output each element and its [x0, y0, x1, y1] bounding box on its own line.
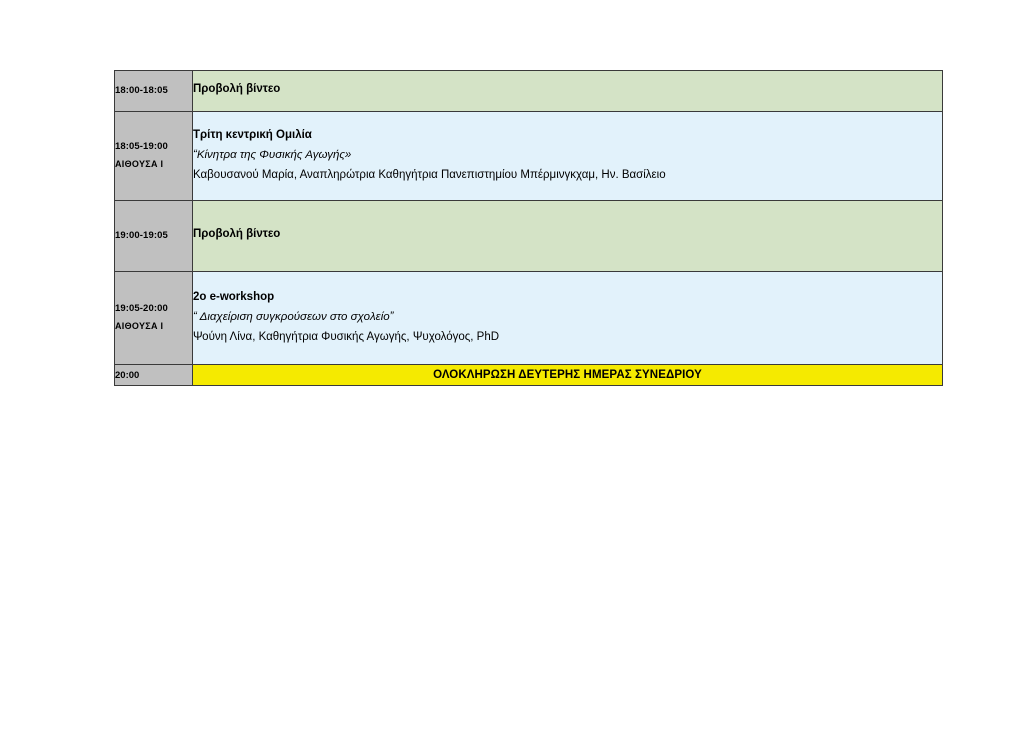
session-speaker: Ψούνη Λίνα, Καθηγήτρια Φυσικής Αγωγής, Ψυχολόγος, PhD [193, 330, 500, 343]
table-row [115, 201, 943, 272]
session-cell [193, 71, 943, 112]
session-cell [193, 272, 943, 365]
room-label: ΑΙΘΟΥΣΑ Ι [115, 159, 164, 170]
session-title: 2ο e-workshop [193, 291, 275, 304]
session-cell [193, 112, 943, 201]
time-cell [115, 272, 193, 365]
session-title: Τρίτη κεντρική Ομιλία [193, 129, 312, 142]
time-label: 18:00-18:05 [115, 84, 168, 96]
table-row-closing [115, 365, 943, 386]
table-row [115, 112, 943, 201]
table-row [115, 71, 943, 112]
time-cell [115, 112, 193, 201]
time-cell [115, 365, 193, 386]
session-speaker: Καβουσανού Μαρία, Αναπληρώτρια Καθηγήτρια Πανεπιστημίου Μπέρμινγκχαμ, Ην. Βασίλειο [193, 168, 666, 181]
room-label: ΑΙΘΟΥΣΑ Ι [115, 321, 164, 332]
session-cell [193, 201, 943, 272]
session-subtitle: “Κίνητρα της Φυσικής Αγωγής» [193, 149, 352, 162]
session-title: Προβολή βίντεο [193, 83, 281, 96]
time-label: 19:05-20:00 [115, 303, 168, 315]
time-label: 19:00-19:05 [115, 229, 168, 241]
session-subtitle: “ Διαχείριση συγκρούσεων στο σχολείο” [193, 311, 394, 324]
schedule-table [114, 70, 943, 386]
session-title: Προβολή βίντεο [193, 228, 281, 241]
time-label: 18:05-19:00 [115, 141, 168, 153]
closing-label: ΟΛΟΚΛΗΡΩΣΗ ΔΕΥΤΕΡΗΣ ΗΜΕΡΑΣ ΣΥΝΕΔΡΙΟΥ [193, 365, 943, 386]
time-cell [115, 71, 193, 112]
table-row [115, 272, 943, 365]
time-cell [115, 201, 193, 272]
time-label: 20:00 [115, 369, 140, 381]
